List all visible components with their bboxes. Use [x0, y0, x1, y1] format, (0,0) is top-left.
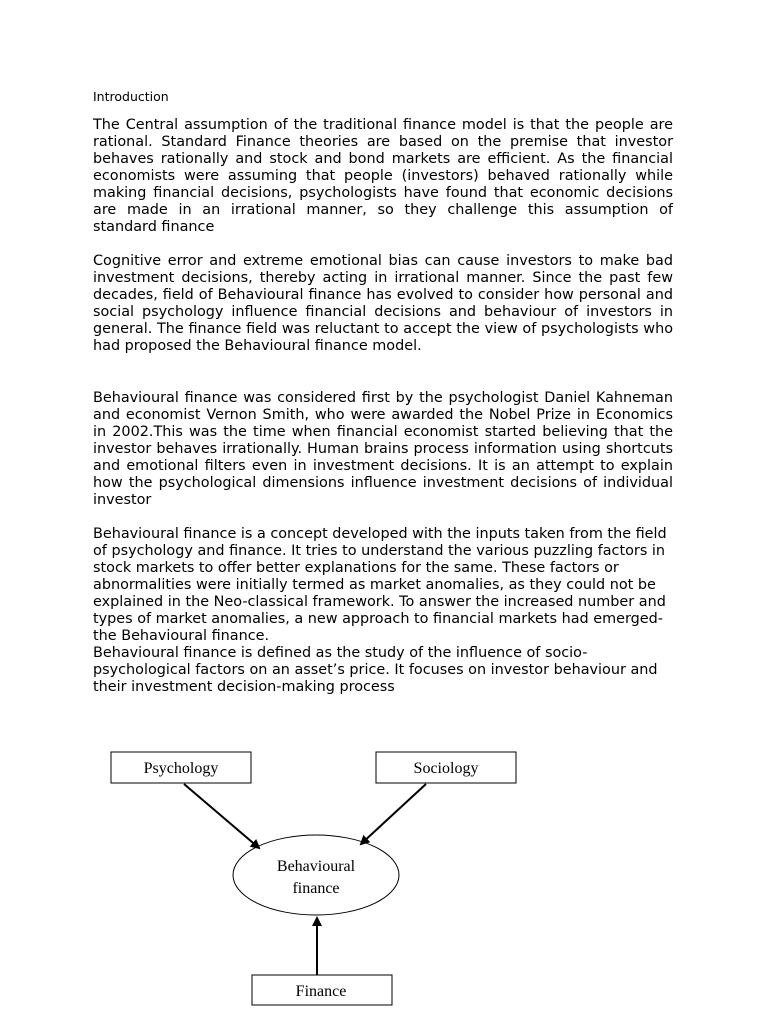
paragraph: Behavioural finance was considered first by the psychologist Daniel Kahneman and economist Vernon Smith, who were awarded the Nobel Prize in Economics in 2002.This was the time when financial economist started believing that the investor behaves irrationally. Human brains process information using shortcuts and emotional filters even in investment decisions. It is an attempt to explain how the psychological dimensions influence investment decisions of individual investor: [93, 390, 673, 508]
center-label-line2: finance: [292, 880, 340, 897]
paragraph: Behavioural finance is defined as the study of the influence of socio-psychological factors on an asset’s price. It focuses on investor behaviour and their investment decision-making process: [93, 645, 658, 695]
arrow-sociology-to-center: [361, 784, 426, 844]
paragraph: Behavioural finance is a concept developed with the inputs taken from the field of psychology and finance. It tries to understand the various puzzling factors in stock markets to offer better explanations for the same. These factors or abnormalities were initially termed as market anomalies, as they could not be explained in the Neo-classical framework. To answer the increased number and types of market anomalies, a new approach to financial markets had emerged- the Behavioural finance.: [93, 526, 667, 644]
finance-label: Finance: [295, 983, 347, 1000]
center-label-line1: Behavioural: [276, 858, 356, 875]
paragraph: The Central assumption of the traditional finance model is that the people are rational. Standard Finance theories are based on the premise that investor behaves rationally and stock and bond markets are efficient. As the financial economists were assuming that people (investors) behaved rationally while making financial decisions, psychologists have found that economic decisions are made in an irrational manner, so they challenge this assumption of standard finance: [93, 117, 673, 235]
paragraph-group: [93, 526, 673, 696]
behavioural-finance-diagram: [0, 740, 768, 1024]
section-heading: Introduction: [93, 89, 169, 104]
diagram-svg: [0, 740, 768, 1024]
psychology-label: Psychology: [143, 760, 219, 777]
paragraph: Cognitive error and extreme emotional bias can cause investors to make bad investment decisions, thereby acting in irrational manner. Since the past few decades, field of Behavioural finance has evolved to consider how personal and social psychology influence financial decisions and behaviour of investors in general. The finance field was reluctant to accept the view of psychologists who had proposed the Behavioural finance model.: [93, 253, 673, 354]
arrow-psychology-to-center: [184, 784, 259, 848]
sociology-label: Sociology: [413, 760, 479, 777]
